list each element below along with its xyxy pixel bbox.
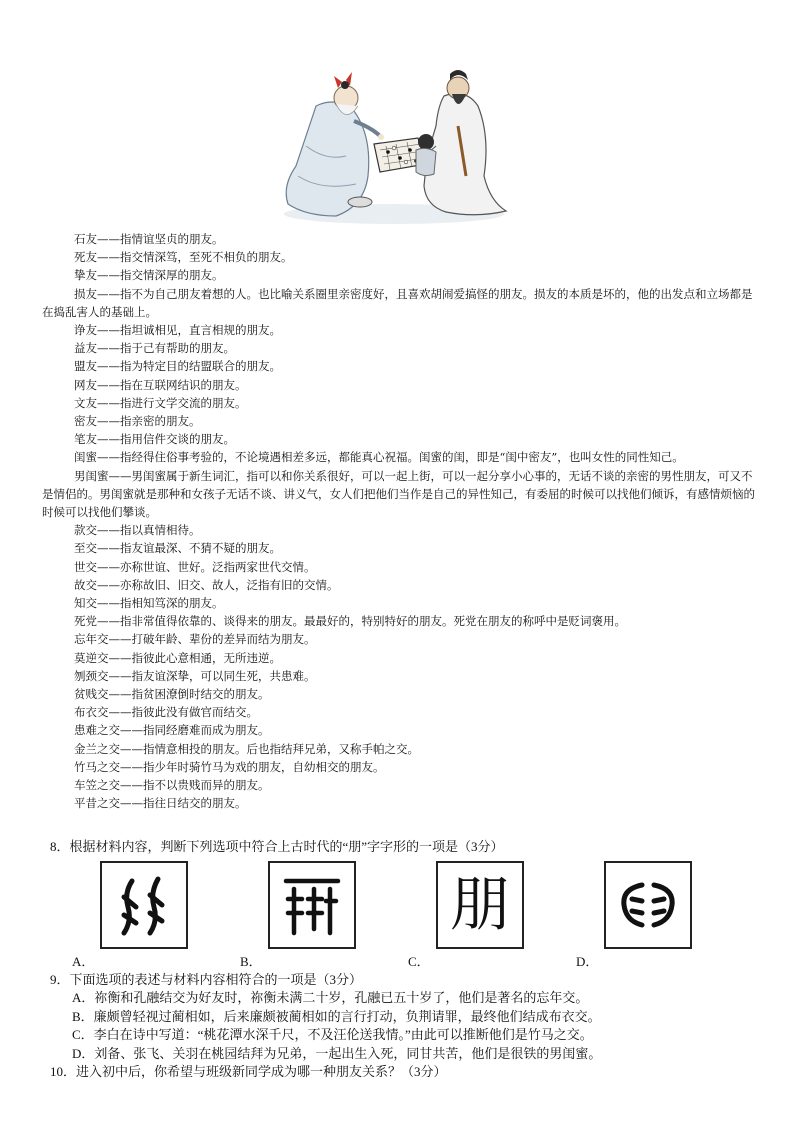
term-entry: 密友——指亲密的朋友。: [74, 414, 201, 429]
term-entry: 平昔之交——指往日结交的朋友。: [74, 796, 247, 811]
term-entry: 知交——指相知笃深的朋友。: [74, 596, 224, 611]
friendship-terms-list: [42, 230, 757, 813]
scholars-playing-go-illustration: [276, 66, 512, 226]
question-8-choices: [50, 861, 750, 971]
term-entry: 男闺蜜——男闺蜜属于新生词汇，指可以和你关系很好，可以一起上街，可以一起分享小心事的，无话不谈的亲密的男性朋友，可又不是情侣的。男闺蜜就是那种和女孩子无话不谈、讲义气，女人们把他们当作是自己的异性知己，有委屈的时候可以找他们倾诉，有感情烦恼的时候可以找他们攀谈。: [42, 468, 755, 520]
term-entry: 款交——指以真情相待。: [74, 523, 201, 538]
term-entry: 损友——指不为自己朋友着想的人。也比喻关系圈里亲密度好，且喜欢胡闹爱搞怪的朋友。损友的本质是坏的，他的出发点和立场都是在捣乱害人的基础上。: [42, 286, 753, 319]
choice-c-glyph-box: [436, 861, 524, 949]
term-entry: 益友——指于己有帮助的朋友。: [74, 341, 235, 356]
term-entry: 石友——指情谊坚贞的朋友。: [74, 232, 224, 246]
question-9-option-c[interactable]: C．李白在诗中写道：“桃花潭水深千尺，不及汪伦送我情。”由此可以推断他们是竹马之交。: [72, 1027, 593, 1042]
question-9-option-b[interactable]: B．廉颇曾轻视过蔺相如，后来廉颇被蔺相如的言行打动，负荆请罪，最终他们结成布衣交。: [72, 1008, 601, 1024]
choice-c-label: C．: [408, 953, 430, 969]
choice-c-glyph: 朋: [450, 869, 510, 940]
term-entry: 车笠之交——指不以贵贱而异的朋友。: [74, 778, 270, 793]
question-9-option-d[interactable]: D．刘备、张飞、关羽在桃园结拜为兄弟，一起出生入死，同甘共苦，他们是很铁的男闺蜜。: [72, 1045, 602, 1061]
term-entry: 至交——指友谊最深、不猜不疑的朋友。: [74, 541, 281, 556]
choice-d-label: D．: [576, 953, 599, 969]
choice-b-label: B．: [240, 953, 262, 969]
questions-section: [50, 838, 750, 1082]
ancient-glyph-a-icon: [102, 863, 186, 947]
term-entry: 死党——指非常值得依靠的、谈得来的朋友。最最好的，特别特好的朋友。死党在朋友的称呼中是贬词褒用。: [74, 614, 626, 629]
term-entry: 患难之交——指同经磨难而成为朋友。: [74, 723, 270, 738]
choice-a-label: A．: [72, 953, 95, 969]
term-entry: 竹马之交——指少年时骑竹马为戏的朋友，自幼相交的朋友。: [74, 759, 385, 774]
term-entry: 忘年交——打破年龄、辈份的差异而结为朋友。: [74, 632, 316, 647]
term-entry: 贫贱交——指贫困潦倒时结交的朋友。: [74, 687, 270, 702]
choice-d-glyph-box: [604, 861, 692, 949]
question-10-stem: 10．进入初中后，你希望与班级新同学成为哪一种朋友关系？（3分）: [50, 1064, 447, 1079]
term-entry: 死友——指交情深笃，至死不相负的朋友。: [74, 250, 293, 265]
term-entry: 文友——指进行文学交流的朋友。: [74, 395, 247, 410]
term-entry: 笔友——指用信件交谈的朋友。: [74, 432, 235, 447]
question-9-option-a[interactable]: A．祢衡和孔融结交为好友时，祢衡未满二十岁，孔融已五十岁了，他们是著名的忘年交。: [72, 990, 589, 1005]
term-entry: 诤友——指坦诚相见，直言相规的朋友。: [74, 323, 281, 338]
term-entry: 故交——亦称故旧、旧交、故人，泛指有旧的交情。: [74, 577, 339, 592]
term-entry: 莫逆交——指彼此心意相通，无所违逆。: [74, 650, 281, 665]
choice-a-glyph-box: [100, 861, 188, 949]
term-entry: 挚友——指交情深厚的朋友。: [74, 268, 224, 283]
ancient-glyph-b-icon: [270, 863, 354, 947]
ancient-glyph-d-icon: [606, 863, 690, 947]
question-9-stem: 9．下面选项的表述与材料内容相符合的一项是（3分）: [50, 971, 363, 987]
term-entry: 网友——指在互联网结识的朋友。: [74, 377, 247, 392]
question-8-stem: 8．根据材料内容，判断下列选项中符合上古时代的“朋”字字形的一项是（3分）: [50, 839, 504, 854]
term-entry: 布衣交——指彼此没有做官而结交。: [74, 705, 258, 720]
choice-b-glyph-box: [268, 861, 356, 949]
term-entry: 刎颈交——指友谊深挚，可以同生死，共患难。: [74, 668, 316, 683]
term-entry: 世交——亦称世谊、世好。泛指两家世代交情。: [74, 559, 316, 574]
term-entry: 闺蜜——指经得住俗事考验的，不论境遇相差多远，都能真心祝福。闺蜜的闺，即是“闺中密友”，也叫女性的同性知己。: [74, 450, 684, 465]
term-entry: 金兰之交——指情意相投的朋友。后也指结拜兄弟，又称手帕之交。: [74, 741, 419, 756]
term-entry: 盟友——指为特定目的结盟联合的朋友。: [74, 359, 281, 374]
